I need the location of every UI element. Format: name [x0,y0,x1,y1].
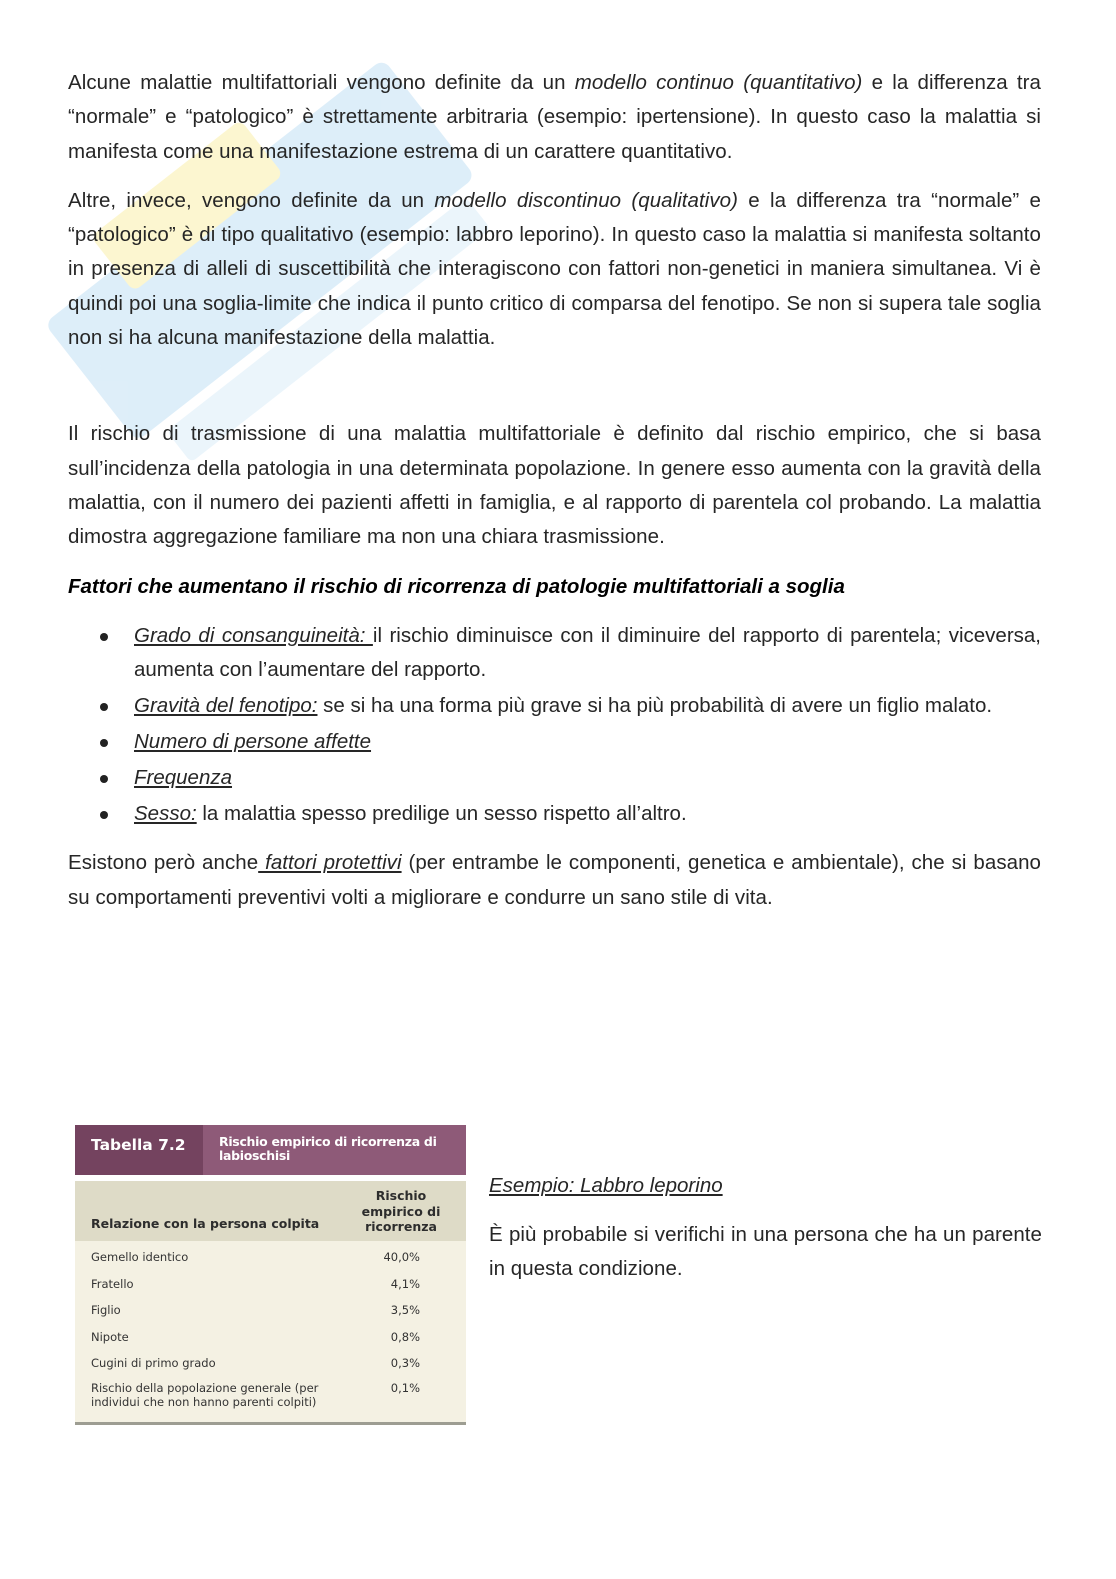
table-row: Rischio della popolazione generale (per individui che non hanno parenti colpiti) 0,1% [91,1380,420,1409]
table-row: Gemello identico 40,0% [91,1250,420,1265]
example-text: È più probabile si verifichi in una persona che ha un parente in questa condizione. [489,1223,1042,1281]
table-row: Figlio 3,5% [91,1303,420,1318]
paragraph-protective-factors: Esistono però anche fattori protettivi (per entrambe le componenti, genetica e ambientale), che si basano su comportamenti preventivi volti a migliorare e condurre un sano stile di vita. [68,851,1041,909]
term-discontinuous-model: modello discontinuo (qualitativo) [434,188,738,212]
bullet-icon [100,811,108,819]
column-header-relation: Relazione con la persona colpita [91,1216,320,1231]
table-column-headers [75,1181,466,1241]
risk-table-figure [75,1125,466,1425]
paragraph-transmission-risk: Il rischio di trasmissione di una malattia multifattoriale è definito dal rischio empirico, che si basa sull’incidenza della patologia in una determinata popolazione. In genere esso aumenta con la gravità della malattia, con il numero dei pazienti affetti in famiglia, e al rapporto di parentela col probando. La malattia dimostra aggregazione familiare ma non una chiara trasmissione. [68,422,1041,549]
list-item: Frequenza [68,761,1041,795]
list-item: Numero di persone affette [68,725,1041,759]
table-number: Tabella 7.2 [91,1136,186,1154]
table-row: Cugini di primo grado 0,3% [91,1356,420,1371]
list-item: Grado di consanguineità: il rischio diminuisce con il diminuire del rapporto di parentela; viceversa, aumenta con l’aumentare del rapporto. [68,619,1041,688]
table-rows [75,1241,466,1422]
bullet-icon [100,703,108,711]
document-body [68,66,1041,915]
table-row: Fratello 4,1% [91,1276,420,1291]
list-item: Sesso: la malattia spesso predilige un sesso rispetto all’altro. [68,797,1041,831]
list-item: Gravità del fenotipo: se si ha una forma più grave si ha più probabilità di avere un figlio malato. [68,689,1041,723]
table-body [75,1175,466,1425]
table-caption: Rischio empirico di ricorrenza di labioschisi [203,1125,466,1175]
paragraph-discontinuous-model: Altre, invece, vengono definite da un modello discontinuo (qualitativo) e la differenza tra “normale” e “patologico” è di tipo qualitativo (esempio: labbro leporino). In questo caso la malattia si manifesta soltanto in presenza di alleli di suscettibilità che interagiscono con fattori non-genetici in maniera simultanea. Vi è quindi poi una soglia-limite che indica il punto critico di comparsa del fenotipo. Se non si supera tale soglia non si ha alcuna manifestazione della malattia. [68,188,1042,350]
column-header-risk: Rischio empirico di ricorrenza [361,1188,441,1234]
section-heading: Fattori che aumentano il rischio di ricorrenza di patologie multifattoriali a soglia [68,574,845,598]
table-header [75,1125,466,1175]
paragraph-continuous-model: Alcune malattie multifattoriali vengono definite da un modello continuo (quantitativo) e la differenza tra “normale” e “patologico” è strettamente arbitraria (esempio: ipertensione). In questo caso la malattia si manifesta come una manifestazione estrema di un carattere quantitativo. [68,71,1041,163]
bullet-icon [100,739,108,747]
example-block [489,1169,1042,1287]
term-protective-factors: fattori protettivi [258,851,402,875]
bullet-icon [100,633,108,641]
term-continuous-model: modello continuo (quantitativo) [574,71,863,94]
bullet-icon [100,775,108,783]
table-row: Nipote 0,8% [91,1329,420,1344]
risk-factors-list [68,619,1041,832]
example-title: Esempio: Labbro leporino [489,1174,723,1197]
